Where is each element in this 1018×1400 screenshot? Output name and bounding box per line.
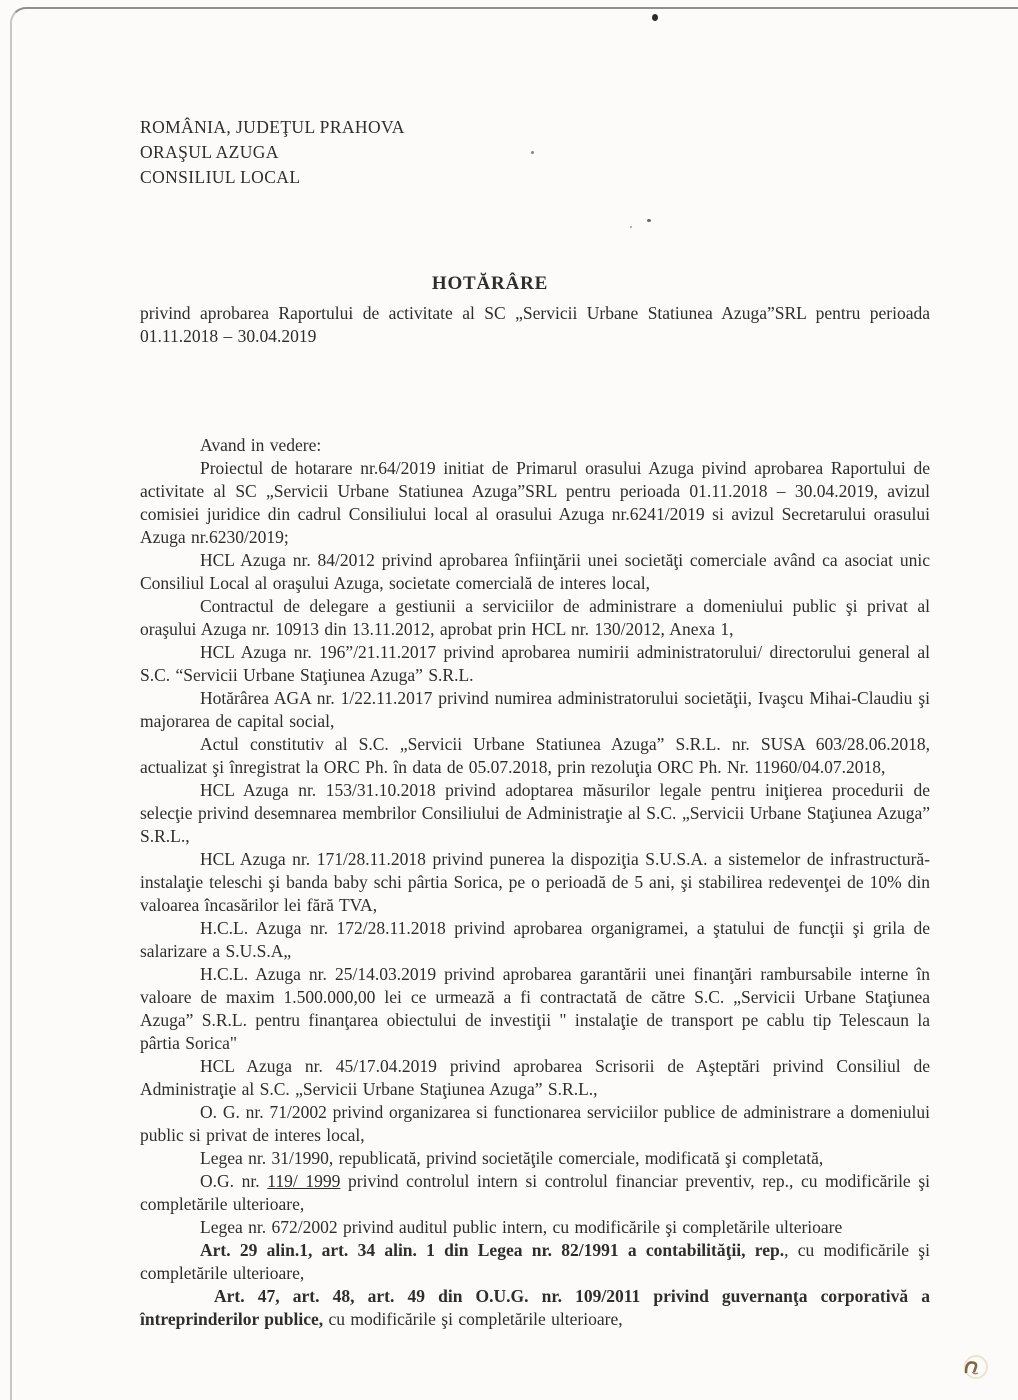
text-run: HCL Azuga nr. 84/2012 privind aprobarea înfiinţării unei societăţi comerciale având ca asociat unic Consiliul Local al oraşului Azuga, societate comercială de interes local,: [140, 550, 930, 593]
paragraph: [140, 1216, 930, 1239]
text-run: 119/ 1999: [267, 1171, 341, 1191]
text-run: O.G. nr.: [200, 1171, 268, 1191]
paragraph: [140, 1101, 930, 1147]
paragraph: [140, 779, 930, 848]
header-line-city: ORAŞUL AZUGA: [140, 142, 279, 162]
header-line-council: CONSILIUL LOCAL: [140, 167, 301, 187]
document-content: [140, 0, 930, 1331]
text-run: Hotărârea AGA nr. 1/22.11.2017 privind numirea administratorului societăţii, Ivaşcu Mihai-Claudiu şi majorarea de capital social,: [140, 688, 930, 731]
paragraph: [140, 1055, 930, 1101]
paragraph: [140, 641, 930, 687]
text-run: HCL Azuga nr. 171/28.11.2018 privind punerea la dispoziţia S.U.S.A. a sistemelor de infrastructură-instalaţie teleschi şi banda baby schi pârtia Sorica, pe o perioadă de 5 ani, şi stabilirea redevenţei de 10% din valoarea încasărilor lei fără TVA,: [140, 849, 930, 915]
text-run: Legea nr. 31/1990, republicată, privind societăţile comerciale, modificată şi completată,: [200, 1148, 824, 1168]
text-run: HCL Azuga nr. 153/31.10.2018 privind adoptarea măsurilor legale pentru iniţierea procedurii de selecţie privind desemnarea membrilor Consiliului de Administraţie al S.C. „Servicii Urbane Staţiunea Azuga” S.R.L.,: [140, 780, 930, 846]
document-header: [140, 115, 930, 190]
paragraph: [140, 1147, 930, 1170]
paragraph: [140, 917, 930, 963]
text-run: Actul constitutiv al S.C. „Servicii Urbane Statiunea Azuga” S.R.L. nr. SUSA 603/28.06.2018, actualizat şi înregistrat la ORC Ph. în data de 05.07.2018, prin rezoluţia ORC Ph. Nr. 11960/04.07.2018,: [140, 734, 930, 777]
paragraph: [140, 1170, 930, 1216]
text-run: H.C.L. Azuga nr. 25/14.03.2019 privind aprobarea garantării unei finanţări rambursabile interne în valoare de maxim 1.500.000,00 lei ce urmează a fi contractată de către S.C. „Servicii Urbane Staţiunea Azuga” S.R.L. pentru finanţarea obiectului de investiţii " instalaţie de transport pe cablu tip Telescaun la pârtia Sorica": [140, 964, 930, 1053]
text-run: Art. 47, art. 48, art. 49 din O.U.G. nr. 109/2011 privind guvernanţa corporativă a întreprinderilor publice,: [140, 1286, 930, 1329]
text-run: HCL Azuga nr. 196”/21.11.2017 privind aprobarea numirii administratorului/ directorului general al S.C. “Servicii Urbane Staţiunea Azuga” S.R.L.: [140, 642, 930, 685]
text-run: Contractul de delegare a gestiunii a serviciilor de administrare a domeniului public şi privat al oraşului Azuga nr. 10913 din 13.11.2012, aprobat prin HCL nr. 130/2012, Anexa 1,: [140, 596, 930, 639]
text-run: HCL Azuga nr. 45/17.04.2019 privind aprobarea Scrisorii de Aşteptări privind Consiliul de Administraţie al S.C. „Servicii Urbane Staţiunea Azuga” S.R.L.,: [140, 1056, 930, 1099]
header-line-country: ROMÂNIA, JUDEŢUL PRAHOVA: [140, 117, 405, 137]
text-run: Legea nr. 672/2002 privind auditul public intern, cu modificările şi completările ulterioare: [200, 1217, 843, 1237]
paragraph: [140, 1239, 930, 1285]
text-run: O. G. nr. 71/2002 privind organizarea si functionarea serviciilor publice de administrare a domeniului public si privat de interes local,: [140, 1102, 930, 1145]
paragraph: [140, 1285, 930, 1331]
paragraph: [140, 549, 930, 595]
paragraph: [140, 963, 930, 1055]
text-run: H.C.L. Azuga nr. 172/28.11.2018 privind aprobarea organigramei, a ştatului de funcţii şi grila de salarizare a S.U.S.A„: [140, 918, 930, 961]
document-title: HOTĂRÂRE: [431, 273, 549, 294]
text-run: privind controlul intern si controlul financiar preventiv, rep., cu modificările şi completările ulterioare,: [140, 1171, 931, 1214]
text-run: Art. 29 alin.1, art. 34 alin. 1 din Legea nr. 82/1991 a contabilităţii, rep.: [200, 1240, 785, 1260]
paragraph: [140, 457, 930, 549]
paragraph: [140, 434, 930, 457]
text-run: Avand in vedere:: [200, 435, 322, 455]
paragraph: [140, 687, 930, 733]
ink-smudge: [958, 1352, 990, 1384]
text-run: cu modificările şi completările ulterioare,: [323, 1309, 623, 1329]
document-body: [140, 434, 930, 1331]
text-run: Proiectul de hotarare nr.64/2019 initiat de Primarul orasului Azuga pivind aprobarea Raportului de activitate al SC „Servicii Urbane Statiunea Azuga”SRL pentru perioada 01.11.2018 – 30.04.2019, avizul comisiei juridice din cadrul Consiliului local al orasului Azuga nr.6241/2019 si avizul Secretarului orasului Azuga nr.6230/2019;: [140, 458, 930, 547]
paragraph: [140, 733, 930, 779]
paragraph: [140, 595, 930, 641]
document-subtitle: privind aprobarea Raportului de activitate al SC „Servicii Urbane Statiunea Azuga”SRL pentru perioada 01.11.2018 – 30.04.2019: [140, 303, 930, 346]
text-run: , cu modificările şi completările ulterioare,: [140, 1240, 930, 1283]
paragraph: [140, 848, 930, 917]
